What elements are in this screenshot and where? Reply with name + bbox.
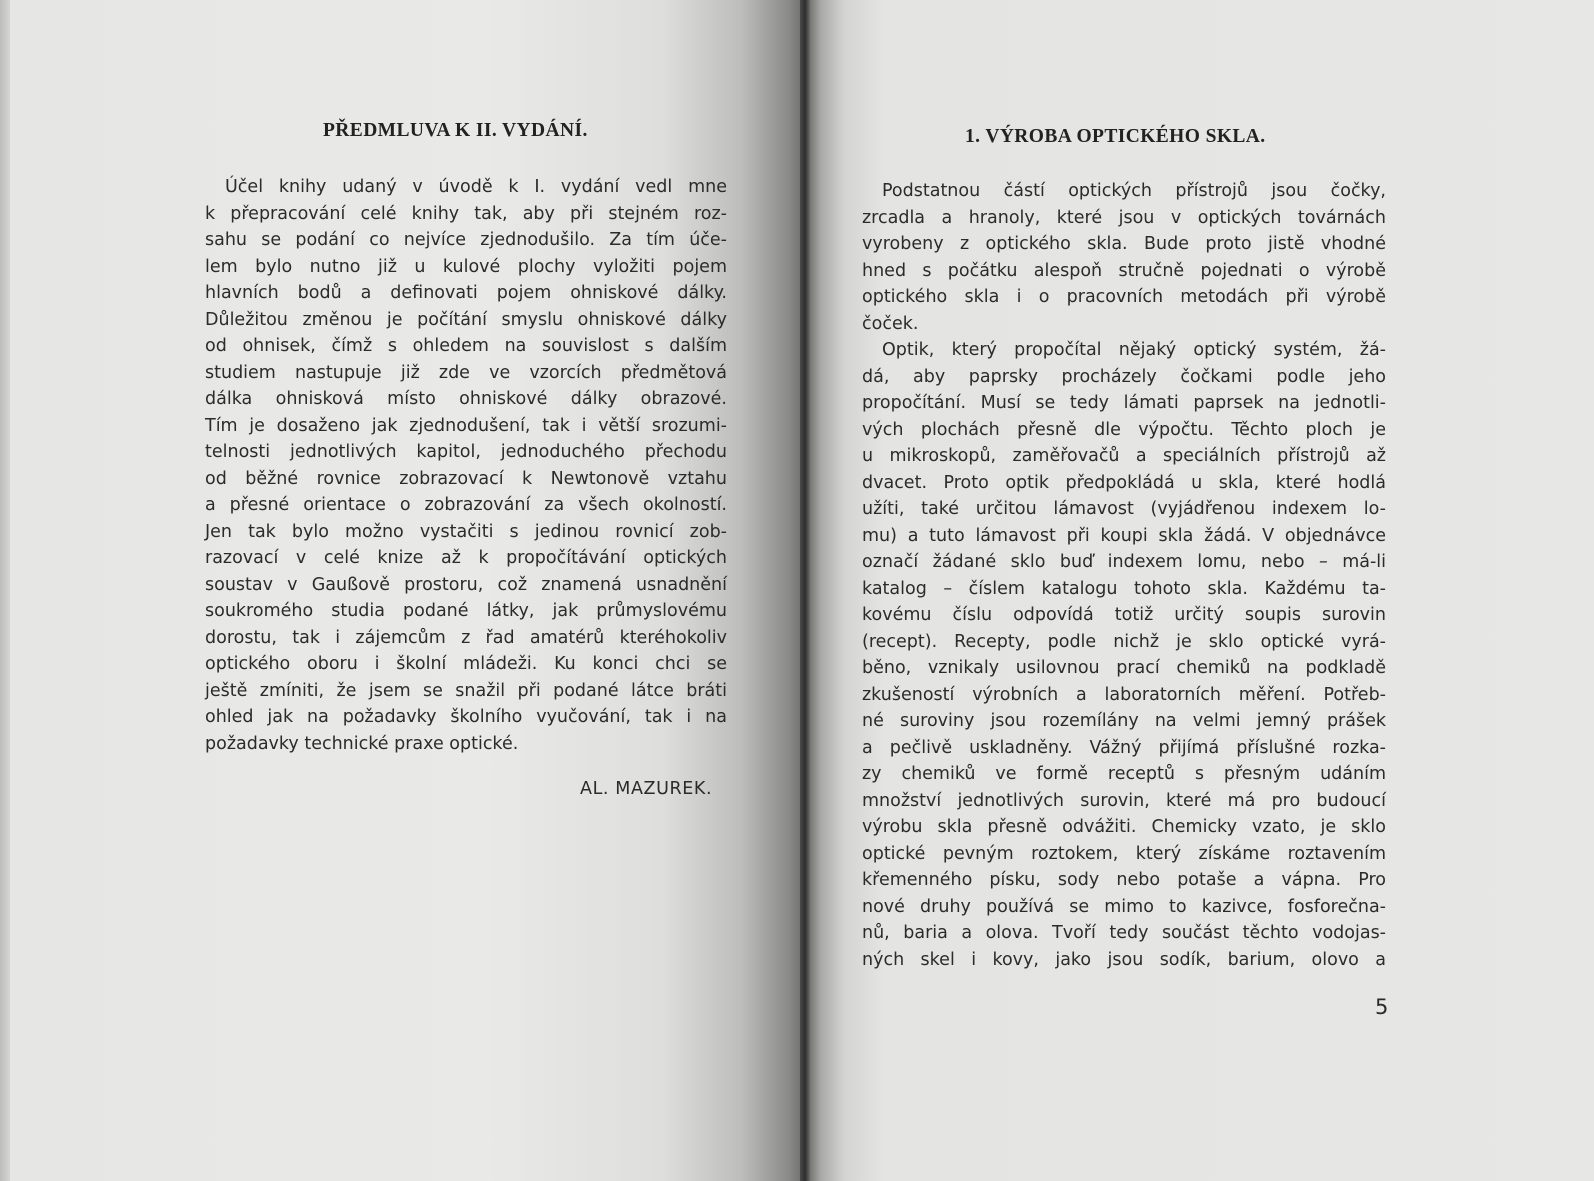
text-line: (recept). Recepty, podle nichž je sklo optické vyrá- xyxy=(862,631,1386,652)
page-number: 5 xyxy=(1375,995,1389,1019)
text-line: optické pevným roztokem, který získáme roztavením xyxy=(862,843,1386,864)
text-line: zy chemiků ve formě receptů s přesným udáním xyxy=(862,764,1386,784)
text-line: telnosti jednotlivých kapitol, jednoduchého přechodu xyxy=(205,442,727,462)
text-line: razovací v celé knize až k propočítávání optických xyxy=(205,548,727,568)
book-gutter xyxy=(800,0,810,1181)
text-line: kovému číslu odpovídá totiž určitý soupis surovin xyxy=(862,605,1386,625)
text-line: optického skla i o pracovních metodách při výrobě xyxy=(862,287,1386,307)
text-line: Účel knihy udaný v úvodě k I. vydání vedl mne xyxy=(225,177,727,197)
text-line: sahu se podání co nejvíce zjednodušilo. Za tím úče- xyxy=(205,230,727,250)
text-line: výrobu skla přesně odvážiti. Chemicky vzato, je sklo xyxy=(862,817,1386,837)
text-line: katalog – číslem katalogu tohoto skla. Každému ta- xyxy=(862,578,1386,599)
text-line: hned s počátku alespoň stručně pojednati o výrobě xyxy=(862,260,1386,281)
chapter-body xyxy=(862,178,1386,973)
text-line: soustav v Gaußově prostoru, což znamená usnadnění xyxy=(205,574,727,595)
text-line: a přesné orientace o zobrazování za všech okolností. xyxy=(205,495,727,515)
text-line: užíti, také určitou lámavost (vyjádřenou indexem lo- xyxy=(862,499,1386,519)
text-line: od běžné rovnice zobrazovací k Newtonově vztahu xyxy=(205,468,727,489)
text-line: vyrobeny z optického skla. Bude proto jistě vhodné xyxy=(862,234,1386,254)
text-line: dá, aby paprsky procházely čočkami podle jeho xyxy=(862,366,1386,387)
text-line: Důležitou změnou je počítání smyslu ohniskové dálky xyxy=(205,309,727,330)
text-line: čoček. xyxy=(862,313,919,334)
text-line: ohled jak na požadavky školního vyučování, tak i na xyxy=(205,707,727,727)
text-line: Tím je dosaženo jak zjednodušení, tak i větší srozumi- xyxy=(205,415,727,436)
text-line: optického oboru i školní mládeži. Ku konci chci se xyxy=(205,654,727,674)
chapter-title: 1. VÝROBA OPTICKÉHO SKLA. xyxy=(965,126,1266,147)
text-line: hlavních bodů a definovati pojem ohniskové dálky. xyxy=(205,283,727,303)
text-line: u mikroskopů, zaměřovačů a speciálních přístrojů až xyxy=(862,446,1386,466)
author-signature: AL. MAZUREK. xyxy=(580,779,713,799)
text-line: zkušeností výrobních a laboratorních měření. Potřeb- xyxy=(862,684,1386,705)
text-line: nů, baria a olova. Tvoří tedy součást těchto vodojas- xyxy=(862,923,1386,943)
text-line: ných skel i kovy, jako jsou sodík, barium, olovo a xyxy=(862,949,1386,970)
text-line: soukromého studia podané látky, jak průmyslovému xyxy=(205,601,727,621)
text-line: Jen tak bylo možno vystačiti s jedinou rovnicí zob- xyxy=(205,521,727,542)
text-line: křemenného písku, sody nebo potaše a vápna. Pro xyxy=(862,870,1386,890)
text-line: lem bylo nutno již u kulové plochy vyložiti pojem xyxy=(205,256,727,277)
text-line: mu) a tuto lámavost při koupi skla žádá. V objednávce xyxy=(862,525,1386,546)
preface-body xyxy=(205,174,727,757)
text-line: k přepracování celé knihy tak, aby při stejném roz- xyxy=(205,203,727,224)
text-line: dálka ohnisková místo ohniskové dálky obrazové. xyxy=(205,389,727,409)
text-line: studiem nastupuje již zde ve vzorcích předmětová xyxy=(205,362,727,383)
text-line: běno, vznikaly usilovnou prací chemiků na podkladě xyxy=(862,658,1386,678)
text-line: dvacet. Proto optik předpokládá u skla, které hodlá xyxy=(862,472,1386,493)
text-line: propočítání. Musí se tedy lámati paprsek na jednotli- xyxy=(862,393,1386,413)
text-line: a pečlivě uskladněny. Vážný přijímá příslušné rozka- xyxy=(862,737,1386,758)
text-line: zrcadla a hranoly, které jsou v optických továrnách xyxy=(862,207,1386,228)
text-line: dorostu, tak i zájemcům z řad amatérů kteréhokoliv xyxy=(205,627,727,648)
text-line: Podstatnou částí optických přístrojů jsou čočky, xyxy=(882,181,1386,201)
text-line: ještě zmíniti, že jsem se snažil při podané látce bráti xyxy=(205,680,727,701)
preface-title: PŘEDMLUVA K II. VYDÁNÍ. xyxy=(323,120,588,141)
text-line: né suroviny jsou rozemílány na velmi jemný prášek xyxy=(862,711,1386,731)
text-line: požadavky technické praxe optické. xyxy=(205,733,519,754)
text-line: označí žádané sklo buď indexem lomu, nebo – má-li xyxy=(862,552,1386,572)
text-line: množství jednotlivých surovin, které má pro budoucí xyxy=(862,790,1386,811)
text-line: od ohnisek, čímž s ohledem na souvislost s dalším xyxy=(205,336,727,356)
text-line: vých plochách přesně dle výpočtu. Těchto ploch je xyxy=(862,419,1386,440)
text-line: Optik, který propočítal nějaký optický systém, žá- xyxy=(882,340,1386,360)
text-line: nové druhy používá se mimo to kazivce, fosforečna- xyxy=(862,896,1386,917)
